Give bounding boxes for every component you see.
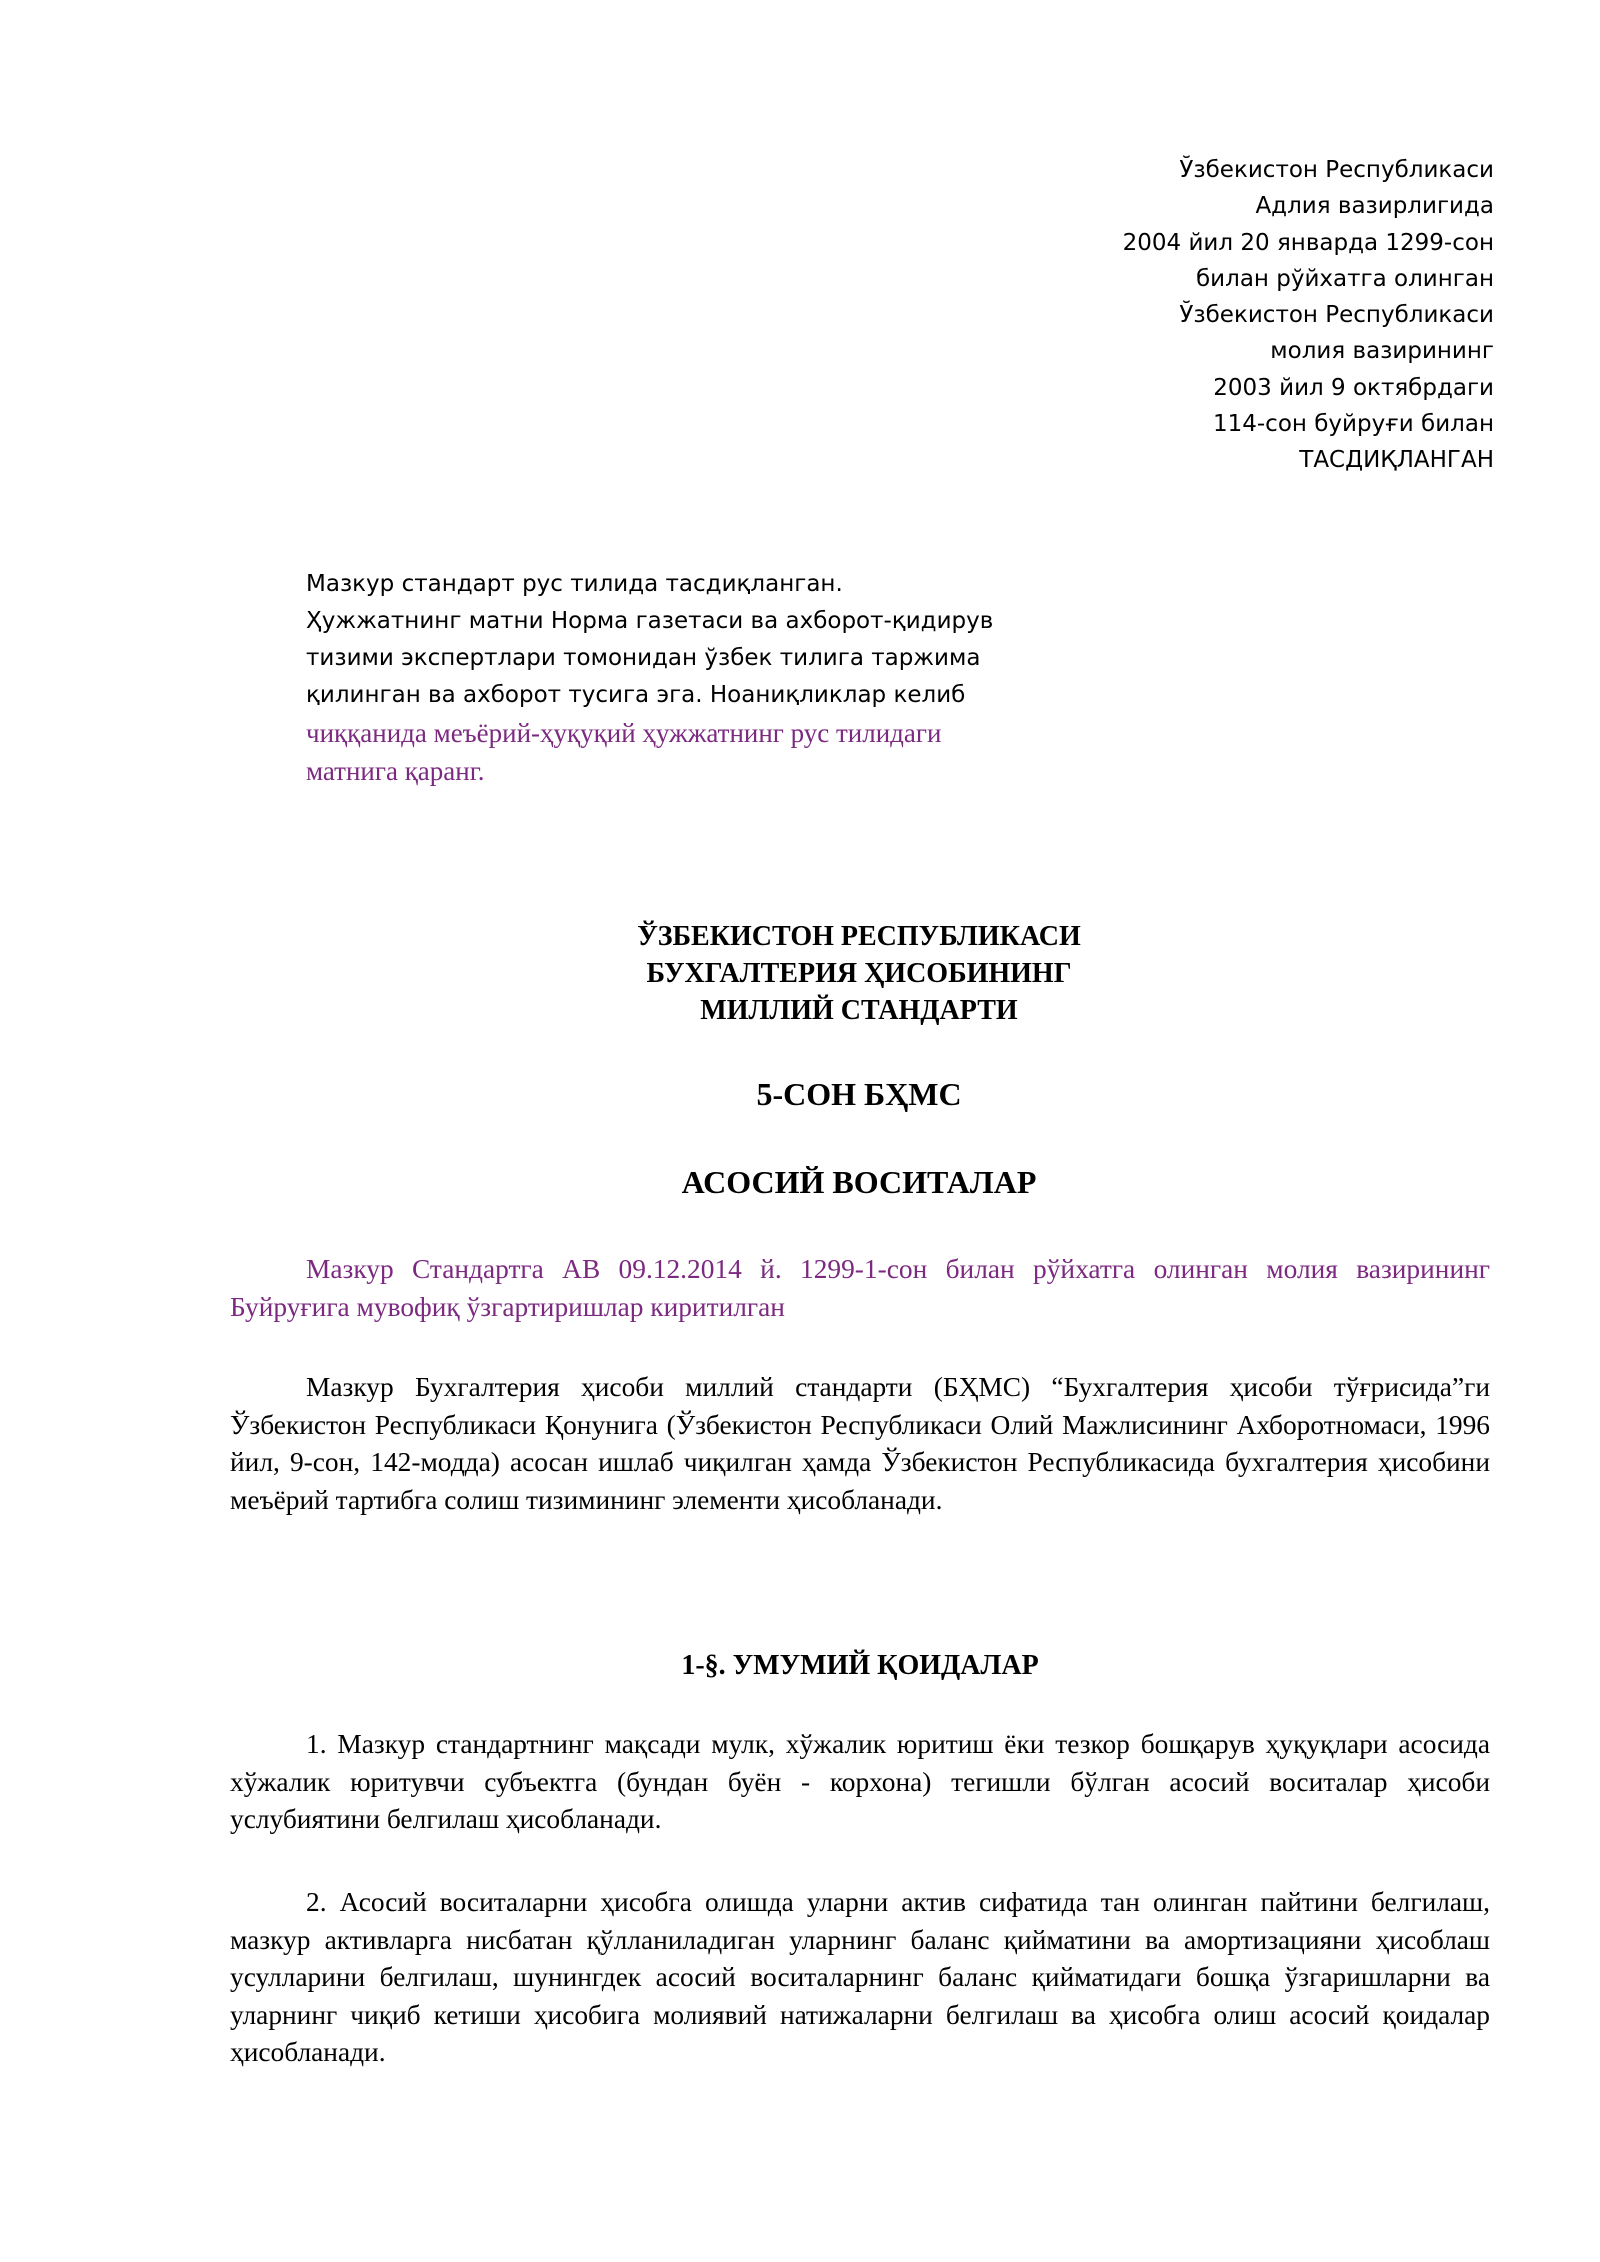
approval-line: 2004 йил 20 январда 1299-сон bbox=[1122, 229, 1494, 256]
heading-line: ЎЗБЕКИСТОН РЕСПУБЛИКАСИ bbox=[637, 921, 1081, 952]
approval-line: Адлия вазирлигида bbox=[1255, 193, 1494, 220]
note-line: Мазкур стандарт рус тилида тасдиқланган. bbox=[306, 571, 843, 597]
translation-note bbox=[306, 566, 1106, 790]
paragraph-2: 2. Асосий воситаларни ҳисобга олишда уларни актив сифатида тан олинган пайтини белгилаш, мазкур активларга нисбатан қўлланиладиган уларнинг баланс қийматини ва амортизацияни ҳисоблаш усулларини белгилаш, шунингдек асосий воситаларнинг баланс қийматидаги бошқа ўзгаришларни ва уларнинг чиқиб кетиши ҳисобига молиявий натижаларни белгилаш ва ҳисобга олиш асосий қоидалар ҳисобланади. bbox=[230, 1887, 1490, 2067]
approval-line: Ўзбекистон Республикаси bbox=[1179, 157, 1494, 183]
note-line: Ҳужжатнинг матни Норма газетаси ва ахборот-қидирув bbox=[306, 608, 994, 634]
approval-line: билан рўйхатга олинган bbox=[1195, 265, 1494, 292]
heading-line: МИЛЛИЙ СТАНДАРТИ bbox=[700, 995, 1018, 1026]
approval-line: молия вазирининг bbox=[1270, 338, 1494, 365]
document-heading bbox=[556, 918, 1162, 1029]
approval-line: 2003 йил 9 октябрдаги bbox=[1213, 374, 1494, 401]
russian-text-link[interactable]: чиққанида меъёрий-ҳуқуқий ҳужжатнинг рус тилидаги bbox=[306, 718, 942, 748]
approval-line: ТАСДИҚЛАНГАН bbox=[1299, 447, 1494, 474]
approval-line: 114-сон буйруғи билан bbox=[1212, 411, 1494, 438]
approval-stamp-block bbox=[934, 152, 1494, 479]
section-title: 1-§. УМУМИЙ ҚОИДАЛАР bbox=[681, 1650, 1039, 1681]
note-line: қилинган ва ахборот тусига эга. Ноаниқликлар келиб bbox=[306, 682, 966, 708]
standard-title: АСОСИЙ ВОСИТАЛАР bbox=[681, 1164, 1037, 1200]
heading-line: БУХГАЛТЕРИЯ ҲИСОБИНИНГ bbox=[646, 958, 1072, 989]
standard-number: 5-СОН БҲМС bbox=[756, 1076, 962, 1112]
russian-text-link[interactable]: матнига қаранг. bbox=[306, 756, 485, 786]
approval-line: Ўзбекистон Республикаси bbox=[1179, 302, 1494, 329]
amendment-link[interactable]: Мазкур Стандартга АВ 09.12.2014 й. 1299-1-сон билан рўйхатга олинган молия вазирининг Буйруғига мувофиқ ўзгартиришлар киритилган bbox=[230, 1254, 1490, 1322]
note-line: тизими экспертлари томонидан ўзбек тилига таржима bbox=[306, 645, 981, 671]
paragraph-1: 1. Мазкур стандартнинг мақсади мулк, хўжалик юритиш ёки тезкор бошқарув ҳуқуқлари асосида хўжалик юритувчи субъектга (бундан буён - корхона) тегишли бўлган асосий воситалар ҳисоби услубиятини белгилаш ҳисобланади. bbox=[230, 1729, 1490, 1834]
intro-paragraph: Мазкур Бухгалтерия ҳисоби миллий стандарти (БҲМС) “Бухгалтерия ҳисоби тўғрисида”ги Ўзбекистон Республикаси Қонунига (Ўзбекистон Республикаси Олий Мажлисининг Ахборотномаси, 1996 йил, 9-сон, 142-модда) асосан ишлаб чиқилган ҳамда Ўзбекистон Республикасида бухгалтерия ҳисобини меъёрий тартибга солиш тизимининг элементи ҳисобланади. bbox=[230, 1372, 1490, 1515]
